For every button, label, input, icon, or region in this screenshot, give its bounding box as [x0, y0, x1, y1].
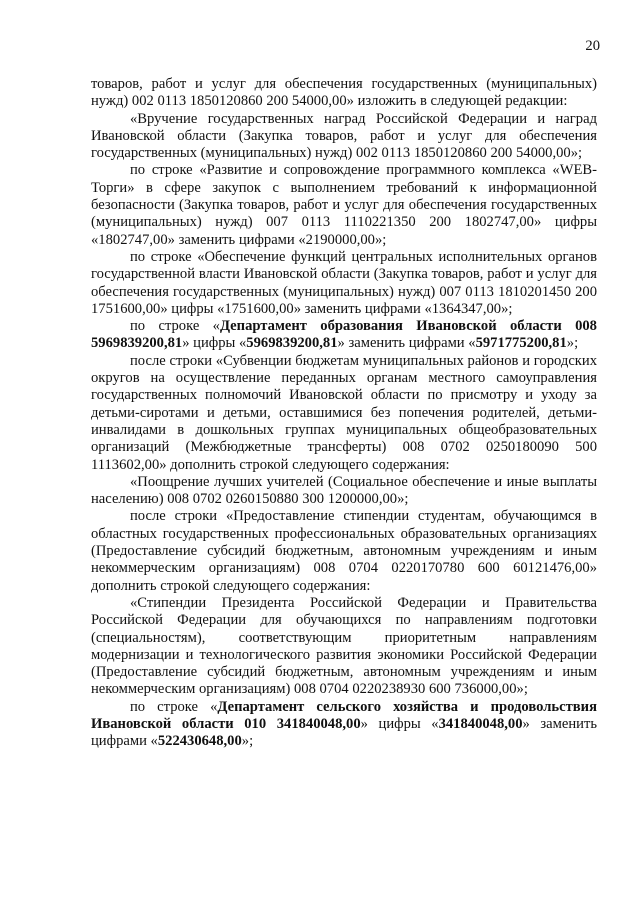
- text-segment: «Вручение государственных наград Российской Федерации и наград Ивановской области (Закупка товаров, работ и услуг для обеспечения государственных (муниципальных) нужд) 002 0113 1850120860 200 54000,00»;: [91, 110, 597, 162]
- bold-text-segment: Департамент образования Ивановской области 008 5969839200,81: [91, 318, 597, 352]
- bold-text-segment: 341840048,00: [438, 715, 523, 732]
- page-number: 20: [585, 38, 600, 54]
- text-segment: » заменить цифрами «: [337, 335, 476, 352]
- paragraph: [91, 699, 597, 751]
- text-segment: по строке «: [130, 698, 218, 715]
- paragraph: [91, 474, 597, 509]
- bold-text-segment: Департамент сельского хозяйства и продовольствия Ивановской области 010 341840048,00: [91, 698, 597, 732]
- paragraph: [91, 508, 597, 594]
- bold-text-segment: 5969839200,81: [246, 335, 338, 352]
- bold-text-segment: 5971775200,81: [475, 335, 567, 352]
- text-segment: товаров, работ и услуг для обеспечения государственных (муниципальных) нужд) 002 0113 1850120860 200 54000,00» изложить в следующей редакции:: [91, 76, 597, 110]
- text-segment: » цифры «: [182, 335, 247, 352]
- text-segment: по строке «: [130, 318, 220, 335]
- text-segment: »;: [566, 335, 579, 352]
- paragraph: [91, 162, 597, 248]
- text-segment: «Стипендии Президента Российской Федерации и Правительства Российской Федерации для обучающихся по направлениям подготовки (специальностям), соответствующим приоритетным направлениям модернизации и технологического развития экономики Российской Федерации (Предоставление субсидий бюджетным, автономным учреждениям и иным некоммерческим организациям) 008 0704 0220238930 600 736000,00»;: [91, 594, 597, 698]
- paragraph: [91, 111, 597, 163]
- text-segment: по строке «Обеспечение функций центральных исполнительных органов государственной власти Ивановской области (Закупка товаров, работ и услуг для обеспечения государственных (муниципальных) нужд) 007 0113 1810201450 200 1751600,00» цифры «1751600,00» заменить цифрами «1364347,00»;: [91, 248, 597, 317]
- text-segment: «Поощрение лучших учителей (Социальное обеспечение и иные выплаты населению) 008 0702 0260150880 300 1200000,00»;: [91, 473, 597, 508]
- paragraph: [91, 249, 597, 318]
- bold-text-segment: 522430648,00: [157, 733, 242, 750]
- text-segment: после строки «Предоставление стипендии студентам, обучающимся в областных государственных профессиональных образовательных организациях (Предоставление субсидий бюджетным, автономным учреждениям и иным некоммерческим организациям) 008 0704 0220170780 600 60121476,00» дополнить строкой следующего содержания:: [91, 508, 597, 594]
- text-segment: после строки «Субвенции бюджетам муниципальных районов и городских округов на осуществление переданных органам местного самоуправления государственных полномочий Ивановской области по присмотру и уходу за детьми-сиротами и детьми, оставшимися без попечения родителей, детьми-инвалидами в дошкольных группах муниципальных общеобразовательных организаций (Межбюджетные трансферты) 008 0702 0250180090 500 1113602,00» дополнить строкой следующего содержания:: [91, 352, 597, 473]
- text-segment: по строке «Развитие и сопровождение программного комплекса «WEB-Торги» в сфере закупок с выполнением требований к информационной безопасности (Закупка товаров, работ и услуг для обеспечения государственных (муниципальных) нужд) 007 0113 1110221350 200 1802747,00» цифры «1802747,00» заменить цифрами «2190000,00»;: [91, 162, 597, 248]
- document-body: [91, 76, 597, 751]
- text-segment: » заменить цифрами «: [91, 715, 597, 750]
- text-segment: »;: [241, 733, 254, 750]
- paragraph: [91, 353, 597, 474]
- paragraph: [91, 76, 597, 111]
- paragraph: [91, 595, 597, 699]
- paragraph: [91, 318, 597, 353]
- text-segment: » цифры «: [360, 715, 439, 732]
